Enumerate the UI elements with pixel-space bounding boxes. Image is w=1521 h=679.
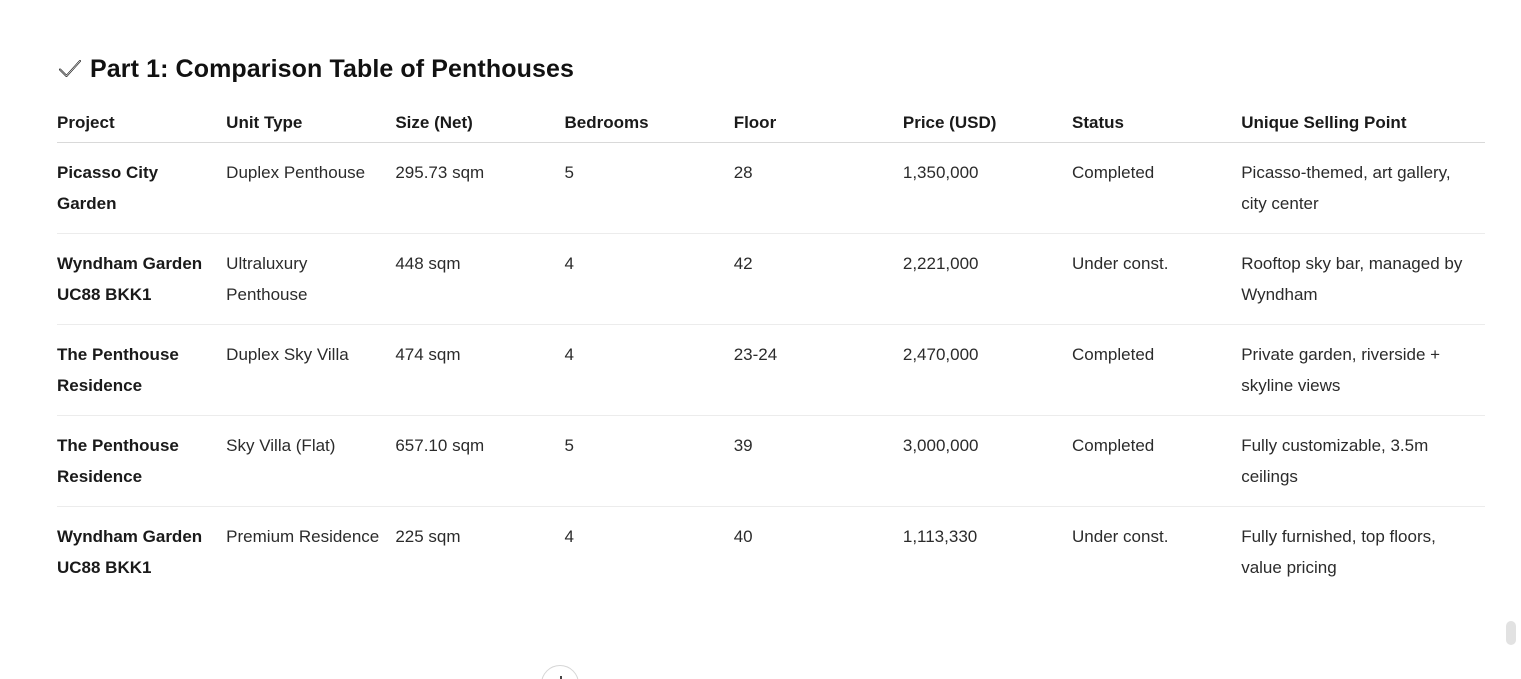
cell-bedrooms: 4	[565, 234, 734, 325]
header-status: Status	[1072, 104, 1241, 143]
header-unique-selling-point: Unique Selling Point	[1241, 104, 1485, 143]
cell-price: 2,221,000	[903, 234, 1072, 325]
cell-price: 1,113,330	[902, 527, 978, 546]
cell-floor: 28	[734, 143, 903, 234]
cell-project: The Penthouse Residence	[57, 325, 226, 416]
cell-status: Under const.	[1072, 234, 1241, 325]
cell-unique-selling-point: Fully furnished, top floors, value pricing	[1241, 527, 1436, 577]
scrollbar-thumb[interactable]	[1506, 621, 1516, 645]
cell-project: The Penthouse Residence	[57, 416, 226, 507]
cell-size: 657.10 sqm	[395, 416, 564, 507]
cell-unit-type: Duplex Penthouse	[226, 143, 395, 234]
cell-size: 474 sqm	[395, 325, 564, 416]
cell-unique-selling-point: Private garden, riverside + skyline views	[1241, 325, 1485, 416]
header-bedrooms: Bedrooms	[565, 104, 734, 143]
table-row	[57, 234, 1485, 325]
cell-price: 1,350,000	[903, 143, 1072, 234]
cell-status: Under const.	[1072, 527, 1169, 546]
cell-unique-selling-point: Picasso-themed, art gallery, city center	[1241, 143, 1485, 234]
cell-price: 2,470,000	[903, 325, 1072, 416]
table-row	[57, 325, 1485, 416]
cell-unit-type: Premium Residence	[226, 527, 380, 546]
cell-project: Wyndham Garden UC88 BKK1	[57, 234, 226, 325]
scroll-to-bottom-button[interactable]	[541, 665, 579, 679]
cell-bedrooms: 5	[565, 143, 734, 234]
cell-project: Wyndham Garden UC88 BKK1	[57, 527, 203, 577]
table-header-row	[57, 104, 1485, 143]
table-row	[57, 507, 1485, 598]
header-price: Price (USD)	[903, 104, 1072, 143]
header-project: Project	[57, 104, 226, 143]
cell-floor: 40	[733, 527, 753, 546]
cell-bedrooms: 4	[564, 527, 574, 546]
cell-bedrooms: 5	[565, 416, 734, 507]
table-row	[57, 143, 1485, 234]
checkmark-icon	[57, 56, 83, 82]
cell-unit-type: Duplex Sky Villa	[226, 325, 395, 416]
cell-unique-selling-point: Fully customizable, 3.5m ceilings	[1241, 416, 1485, 507]
cell-size: 225 sqm	[395, 527, 461, 546]
cell-status: Completed	[1072, 325, 1241, 416]
cell-status: Completed	[1072, 143, 1241, 234]
cell-status: Completed	[1072, 416, 1241, 507]
message-content	[57, 52, 1485, 597]
cell-unique-selling-point: Rooftop sky bar, managed by Wyndham	[1241, 234, 1485, 325]
cell-floor: 42	[734, 234, 903, 325]
cell-project: Picasso City Garden	[57, 143, 226, 234]
header-floor: Floor	[734, 104, 903, 143]
header-size: Size (Net)	[395, 104, 564, 143]
penthouse-comparison-table	[57, 104, 1485, 597]
table-row	[57, 416, 1485, 507]
cell-bedrooms: 4	[565, 325, 734, 416]
section-heading	[57, 52, 1485, 86]
header-unit-type: Unit Type	[226, 104, 395, 143]
cell-price: 3,000,000	[903, 416, 1072, 507]
cell-floor: 23-24	[734, 325, 903, 416]
section-title: Part 1: Comparison Table of Penthouses	[90, 54, 574, 83]
cell-size: 448 sqm	[395, 234, 564, 325]
cell-size: 295.73 sqm	[395, 143, 564, 234]
cell-unit-type: Ultraluxury Penthouse	[226, 234, 395, 325]
cell-unit-type: Sky Villa (Flat)	[226, 416, 395, 507]
cell-floor: 39	[734, 416, 903, 507]
